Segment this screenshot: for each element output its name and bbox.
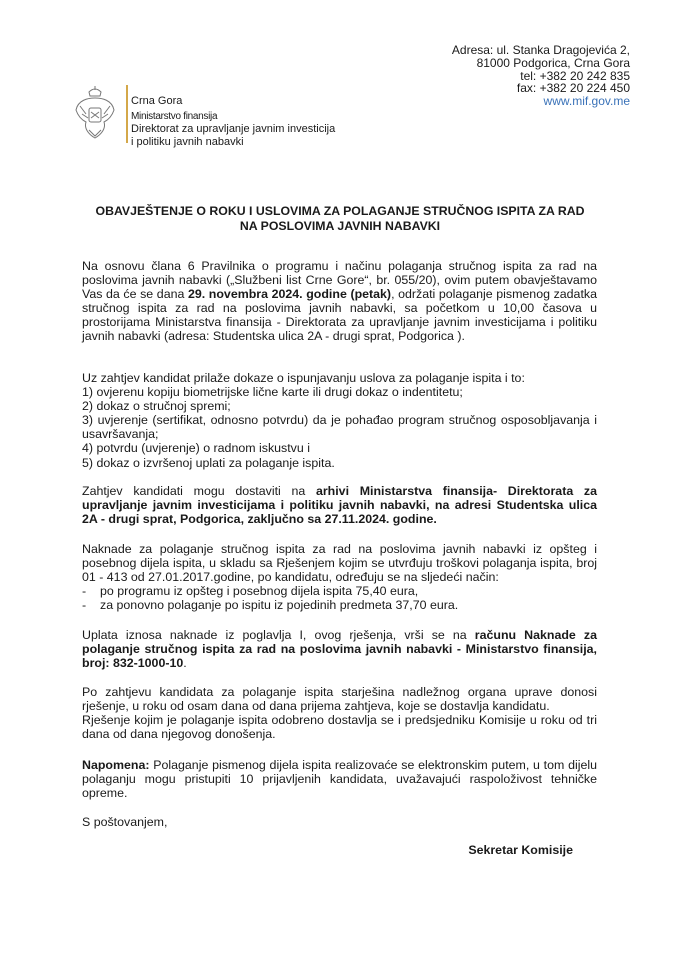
paragraph-fees	[82, 542, 597, 612]
paragraph-note	[82, 758, 597, 800]
coat-of-arms-icon	[74, 86, 116, 142]
address-line: Adresa: ul. Stanka Dragojevića 2,	[451, 43, 630, 57]
list-item: 4) potvrdu (uvjerenje) o radnom iskustvu i	[82, 441, 310, 456]
text: , održati polaganje pismenog zadatka stručnog ispita za rad na poslovima javnih nabavki, sa početkom u 10,00 časova u prostorijama Ministarstva finansija - Direktorata za upravljanje javnim investicijama i politiku javnih nabavki (adresa: Studentska ulica 2A - drugi sprat, Podgorica ).	[82, 287, 597, 344]
text: Naknade za polaganje stručnog ispita za rad na poslovima javnih nabavki iz opšteg i posebnog dijela ispita, u skladu sa Rješenjem kojim se utvrđuju troškovi polaganja ispita, broj 01 - 413 od 27.01.2017.godine, po kandidatu, određuju se na sljedeći način:	[82, 542, 597, 585]
text: Uz zahtjev kandidat prilaže dokaze o ispunjavanju uslova za polaganje ispita i to:	[82, 371, 525, 385]
fee-item: po programu iz opšteg i posebnog dijela ispita 75,40 eura,	[100, 584, 419, 599]
text: .	[183, 656, 187, 671]
fax: fax: +382 20 224 450	[516, 81, 630, 96]
text: Polaganje pismenog dijela ispita realizovaće se elektronskim putem, u tom dijelu polaganju mogu pristupiti 10 prijavljenih kandidata, uvažavajući raspoloživost tehničke opreme.	[82, 758, 597, 801]
header-divider	[126, 85, 128, 143]
account-details: računu Naknade za polaganje stručnog ispita za rad na poslovima javnih nabavki - Ministarstvo finansija, broj: 832-1000-10	[82, 628, 597, 671]
phone: tel: +382 20 242 835	[520, 68, 630, 83]
organization-block	[131, 95, 335, 149]
closing: S poštovanjem,	[82, 815, 168, 829]
paragraph-exam-date	[82, 259, 597, 344]
address-block	[452, 44, 630, 108]
title-line: NA POSLOVIMA JAVNIH NABAVKI	[239, 219, 441, 233]
paragraph-requirements	[82, 371, 597, 470]
list-item	[82, 598, 597, 612]
text: Po zahtjevu kandidata za polaganje ispita starješina nadležnog organa uprave donosi rješenje, u roku od osam dana od dana prijema zahtjeva, koje se dostavlja kandidatu.	[82, 685, 597, 714]
title-line: OBAVJEŠTENJE O ROKU I USLOVIMA ZA POLAGANJE STRUČNOG ISPITA ZA RAD	[95, 204, 585, 218]
signature: Sekretar Komisije	[468, 843, 573, 857]
country-name: Crna Gora	[131, 95, 183, 107]
directorate-name: Direktorat za upravljanje javnim investicija	[131, 123, 336, 135]
document-title	[60, 204, 620, 234]
fee-item: za ponovno polaganje po ispitu iz pojedinih predmeta 37,70 eura.	[100, 598, 459, 613]
text: Uplata iznosa naknade iz poglavlja I, ovog rješenja, vrši se na	[82, 628, 475, 642]
address-line: 81000 Podgorica, Crna Gora	[476, 55, 630, 70]
paragraph-submission	[82, 484, 597, 526]
directorate-name-cont: i politiku javnih nabavki	[131, 136, 244, 148]
list-item: 1) ovjerenu kopiju biometrijske lične karte ili drugi dokaz o indentitetu;	[82, 385, 463, 400]
paragraph-payment	[82, 628, 597, 670]
text: Zahtjev kandidati mogu dostaviti na	[82, 484, 316, 498]
website-link[interactable]: www.mif.gov.me	[543, 94, 630, 109]
dash: -	[82, 584, 87, 599]
text: Na osnovu člana 6 Pravilnika o programu i načinu polaganja stručnog ispita za rad na poslovima javnih nabavki („Službeni list Crne Gore“, br. 055/20), ovim putem obavještavamo Vas da će se dana	[82, 259, 597, 302]
list-item: 3) uvjerenje (sertifikat, odnosno potvrdu) da je pohađao program stručnog osposobljavanja i usavršavanja;	[82, 413, 597, 442]
text: Rješenje kojim je polaganje ispita odobreno dostavlja se i predsjedniku Komisije u roku od tri dana od dana njegovog donošenja.	[82, 713, 597, 742]
ministry-name: Ministarstvo finansija	[131, 111, 218, 122]
list-item: 2) dokaz o stručnoj spremi;	[82, 399, 231, 414]
list-item	[82, 584, 597, 598]
list-item: 5) dokaz o izvršenoj uplati za polaganje ispita.	[82, 455, 335, 470]
note-label: Napomena:	[82, 758, 150, 772]
submission-details: arhivi Ministarstva finansija- Direktorata za upravljanje javnim investicijama i politiku javnih nabavki, na adresi Studentska ulica 2A - drugi sprat, Podgorica, zaključno sa 27.11.2024. godine.	[82, 484, 597, 527]
exam-date: 29. novembra 2024. godine (petak)	[187, 287, 392, 302]
paragraph-decision	[82, 685, 597, 741]
dash: -	[82, 598, 87, 613]
